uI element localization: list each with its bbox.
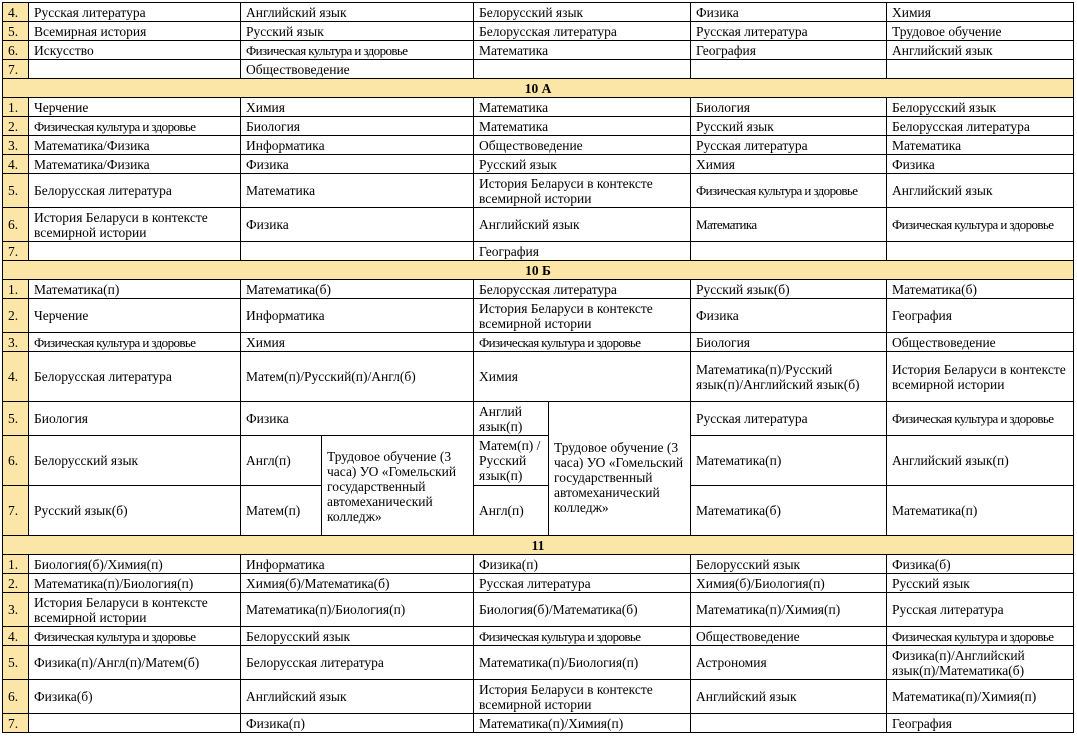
- table-cell: Физика: [691, 299, 887, 333]
- table-cell: Математика(п)/Химия(п): [887, 680, 1074, 714]
- schedule-body: [3, 3, 1074, 733]
- table-cell: Физическая культура и здоровье: [887, 402, 1074, 436]
- table-cell: [691, 242, 887, 261]
- table-row: [3, 593, 1074, 627]
- table-cell: История Беларуси в контексте всемирной истории: [474, 174, 691, 208]
- table-cell: Черчение: [29, 98, 241, 117]
- table-cell: Английский язык: [691, 680, 887, 714]
- table-cell: [29, 714, 241, 733]
- table-cell: Русский язык: [241, 22, 474, 41]
- table-cell: [474, 60, 691, 79]
- table-cell: Физика: [887, 155, 1074, 174]
- table-row: [3, 155, 1074, 174]
- table-row: [3, 333, 1074, 352]
- table-cell: Физическая культура и здоровье: [474, 333, 691, 352]
- table-row: [3, 41, 1074, 60]
- table-row: [3, 3, 1074, 22]
- lesson-number: 4.: [3, 155, 29, 174]
- lesson-number: 7.: [3, 486, 29, 536]
- table-cell: Белорусская литература: [241, 646, 474, 680]
- table-cell: [691, 714, 887, 733]
- table-cell: Англ(п): [474, 486, 549, 536]
- table-cell: История Беларуси в контексте всемирной истории: [29, 208, 241, 242]
- table-cell: Химия(б)/Биология(п): [691, 574, 887, 593]
- lesson-number: 3.: [3, 333, 29, 352]
- table-cell: Математика(б): [241, 280, 474, 299]
- table-cell: Русская литература: [691, 136, 887, 155]
- lesson-number: 5.: [3, 646, 29, 680]
- table-cell: Математика(п): [29, 280, 241, 299]
- table-cell: Англ(п): [241, 436, 322, 486]
- table-row: [3, 22, 1074, 41]
- table-cell: Искусство: [29, 41, 241, 60]
- table-cell: Математика: [474, 117, 691, 136]
- table-cell: Биология(б)/Химия(п): [29, 555, 241, 574]
- lesson-number: 2.: [3, 299, 29, 333]
- table-cell: Обществоведение: [474, 136, 691, 155]
- lesson-number: 4.: [3, 352, 29, 402]
- table-cell: Английский язык: [241, 3, 474, 22]
- lesson-number: 1.: [3, 555, 29, 574]
- table-row: [3, 60, 1074, 79]
- table-cell: Физическая культура и здоровье: [29, 117, 241, 136]
- table-row: [3, 627, 1074, 646]
- lesson-number: 2.: [3, 574, 29, 593]
- table-cell: Математика(п)/Биология(п): [29, 574, 241, 593]
- table-cell: Белорусский язык: [691, 555, 887, 574]
- table-cell: Матем(п): [241, 486, 322, 536]
- table-cell: Физическая культура и здоровье: [29, 627, 241, 646]
- table-cell: Математика/Физика: [29, 136, 241, 155]
- table-cell: Физика(п): [241, 714, 474, 733]
- table-cell: История Беларуси в контексте всемирной истории: [29, 593, 241, 627]
- table-row: [3, 486, 1074, 536]
- table-cell: Англий язык(п): [474, 402, 549, 436]
- lesson-number: 7.: [3, 714, 29, 733]
- table-cell: Обществоведение: [887, 333, 1074, 352]
- group-title: 10 А: [3, 79, 1074, 98]
- group-title: 10 Б: [3, 261, 1074, 280]
- table-cell: Белорусский язык: [29, 436, 241, 486]
- table-row: [3, 574, 1074, 593]
- table-cell: Русская литература: [691, 402, 887, 436]
- table-cell: Математика(п)/Биология(п): [474, 646, 691, 680]
- table-row: [3, 136, 1074, 155]
- table-cell: История Беларуси в контексте всемирной истории: [474, 680, 691, 714]
- table-cell: Биология: [29, 402, 241, 436]
- table-cell: Русская литература: [29, 3, 241, 22]
- table-cell: География: [887, 714, 1074, 733]
- table-cell: Русская литература: [887, 593, 1074, 627]
- table-cell: Биология: [691, 333, 887, 352]
- table-cell: История Беларуси в контексте всемирной истории: [474, 299, 691, 333]
- table-cell: Обществоведение: [691, 627, 887, 646]
- table-cell: Русский язык(б): [29, 486, 241, 536]
- table-cell: Химия(б)/Математика(б): [241, 574, 474, 593]
- lesson-number: 3.: [3, 593, 29, 627]
- table-cell: [887, 60, 1074, 79]
- table-cell: Математика/Физика: [29, 155, 241, 174]
- table-cell: Обществоведение: [241, 60, 474, 79]
- table-cell: Математика: [691, 208, 887, 242]
- table-cell: Математика: [474, 41, 691, 60]
- table-row: [3, 299, 1074, 333]
- table-cell: Белорусская литература: [29, 174, 241, 208]
- table-cell: Белорусская литература: [474, 280, 691, 299]
- table-cell: Физика(п)/Английский язык(п)/Математика(б): [887, 646, 1074, 680]
- table-cell: Астрономия: [691, 646, 887, 680]
- table-cell: Белорусская литература: [474, 22, 691, 41]
- table-cell: Информатика: [241, 555, 474, 574]
- table-cell: Физика(б): [887, 555, 1074, 574]
- lesson-number: 6.: [3, 680, 29, 714]
- table-row: [3, 352, 1074, 402]
- table-cell: Матем(п)/Русский(п)/Англ(б): [241, 352, 474, 402]
- table-cell: Черчение: [29, 299, 241, 333]
- table-row: [3, 174, 1074, 208]
- schedule-table: [2, 2, 1074, 733]
- group-header-row: [3, 79, 1074, 98]
- table-cell: Математика(б): [887, 280, 1074, 299]
- table-cell: Физическая культура и здоровье: [474, 627, 691, 646]
- table-cell: [691, 60, 887, 79]
- table-cell: Физика(б): [29, 680, 241, 714]
- table-cell: Трудовое обучение: [887, 22, 1074, 41]
- table-cell: Белорусская литература: [887, 117, 1074, 136]
- table-cell: Математика(п): [887, 486, 1074, 536]
- table-cell: Английский язык: [887, 41, 1074, 60]
- table-cell: Всемирная история: [29, 22, 241, 41]
- table-cell: Русская литература: [691, 22, 887, 41]
- table-cell: Математика(п): [691, 436, 887, 486]
- lesson-number: 7.: [3, 60, 29, 79]
- table-cell: Русский язык: [474, 155, 691, 174]
- table-row: [3, 714, 1074, 733]
- table-cell: Математика(п)/Русский язык(п)/Английский язык(б): [691, 352, 887, 402]
- table-cell: Белорусский язык: [474, 3, 691, 22]
- table-cell: [29, 60, 241, 79]
- college-cell: Трудовое обучение (3 часа) УО «Гомельский государственный автомеханический колледж»: [322, 436, 474, 536]
- table-cell: Русский язык: [887, 574, 1074, 593]
- table-row: [3, 117, 1074, 136]
- table-cell: Английский язык(п): [887, 436, 1074, 486]
- table-cell: Английский язык: [474, 208, 691, 242]
- table-row: [3, 646, 1074, 680]
- table-cell: Матем(п) /Русский язык(п): [474, 436, 549, 486]
- lesson-number: 5.: [3, 402, 29, 436]
- table-cell: [887, 242, 1074, 261]
- table-cell: Математика: [241, 174, 474, 208]
- lesson-number: 6.: [3, 41, 29, 60]
- table-cell: Химия: [691, 155, 887, 174]
- table-cell: Физика: [241, 208, 474, 242]
- lesson-number: 6.: [3, 436, 29, 486]
- lesson-number: 5.: [3, 174, 29, 208]
- table-row: [3, 280, 1074, 299]
- table-cell: Физика: [241, 155, 474, 174]
- table-cell: Химия: [887, 3, 1074, 22]
- table-cell: Информатика: [241, 299, 474, 333]
- table-row: [3, 436, 1074, 486]
- table-cell: Математика(п)/Химия(п): [474, 714, 691, 733]
- table-cell: Математика: [887, 136, 1074, 155]
- table-cell: Химия: [241, 333, 474, 352]
- table-cell: Математика(п)/Биология(п): [241, 593, 474, 627]
- lesson-number: 7.: [3, 242, 29, 261]
- lesson-number: 4.: [3, 3, 29, 22]
- table-cell: Физическая культура и здоровье: [887, 208, 1074, 242]
- table-cell: Белорусский язык: [241, 627, 474, 646]
- table-cell: Химия: [241, 98, 474, 117]
- table-cell: Информатика: [241, 136, 474, 155]
- table-cell: Физика: [241, 402, 474, 436]
- table-row: [3, 555, 1074, 574]
- table-cell: Русский язык: [691, 117, 887, 136]
- table-row: [3, 680, 1074, 714]
- table-row: [3, 208, 1074, 242]
- table-cell: Физика(п)/Англ(п)/Матем(б): [29, 646, 241, 680]
- group-header-row: [3, 536, 1074, 555]
- lesson-number: 5.: [3, 22, 29, 41]
- table-cell: Физическая культура и здоровье: [691, 174, 887, 208]
- table-cell: Физика: [691, 3, 887, 22]
- lesson-number: 1.: [3, 98, 29, 117]
- table-cell: Математика(б): [691, 486, 887, 536]
- lesson-number: 2.: [3, 117, 29, 136]
- table-cell: Белорусский язык: [887, 98, 1074, 117]
- lesson-number: 1.: [3, 280, 29, 299]
- table-cell: История Беларуси в контексте всемирной истории: [887, 352, 1074, 402]
- college-cell: Трудовое обучение (3 часа) УО «Гомельский государственный автомеханический колледж»: [549, 402, 691, 536]
- table-cell: Математика: [474, 98, 691, 117]
- table-cell: Английский язык: [887, 174, 1074, 208]
- lesson-number: 6.: [3, 208, 29, 242]
- table-cell: Русский язык(б): [691, 280, 887, 299]
- lesson-number: 4.: [3, 627, 29, 646]
- table-cell: Белорусская литература: [29, 352, 241, 402]
- table-cell: Физическая культура и здоровье: [241, 41, 474, 60]
- table-cell: География: [887, 299, 1074, 333]
- table-cell: Физическая культура и здоровье: [887, 627, 1074, 646]
- table-cell: Физическая культура и здоровье: [29, 333, 241, 352]
- lesson-number: 3.: [3, 136, 29, 155]
- table-cell: География: [691, 41, 887, 60]
- table-cell: Математика(п)/Химия(п): [691, 593, 887, 627]
- table-row: [3, 242, 1074, 261]
- table-cell: Химия: [474, 352, 691, 402]
- group-header-row: [3, 261, 1074, 280]
- table-cell: География: [474, 242, 691, 261]
- table-cell: Физика(п): [474, 555, 691, 574]
- table-cell: Биология: [241, 117, 474, 136]
- table-cell: [241, 242, 474, 261]
- table-row: [3, 402, 1074, 436]
- table-cell: Английский язык: [241, 680, 474, 714]
- table-cell: Биология: [691, 98, 887, 117]
- table-cell: Биология(б)/Математика(б): [474, 593, 691, 627]
- table-cell: [29, 242, 241, 261]
- table-cell: Русская литература: [474, 574, 691, 593]
- table-row: [3, 98, 1074, 117]
- group-title: 11: [3, 536, 1074, 555]
